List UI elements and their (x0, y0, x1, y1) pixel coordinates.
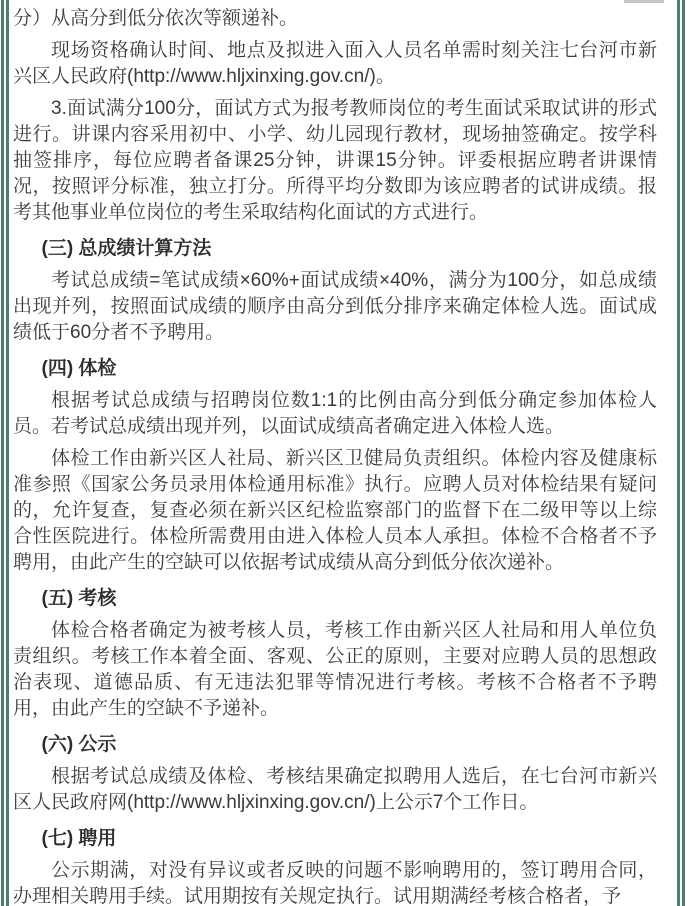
paragraph: 3.面试满分100分，面试方式为报考教师岗位的考生面试采取试讲的形式进行。讲课内容采用初中、小学、幼儿园现行教材，现场抽签确定。按学科抽签排序，每位应聘者备课25分钟，讲课15分钟。评委根据应聘者讲课情况，按照评分标准，独立打分。所得平均分数即为该应聘者的试讲成绩。报考其他事业单位岗位的考生采取结构化面试的方式进行。 (13, 98, 657, 223)
paragraph: 现场资格确认时间、地点及拟进入面入人员名单需时刻关注七台河市新兴区人民政府(http://www.hljxinxing.gov.cn/)。 (13, 40, 657, 87)
section-heading: (三) 总成绩计算方法 (41, 238, 212, 259)
section-heading: (七) 聘用 (41, 828, 117, 849)
section-heading: (五) 考核 (41, 588, 117, 609)
section-heading: (四) 体检 (41, 358, 117, 379)
article-frame (1, 0, 685, 906)
paragraph: 体检合格者确定为被考核人员，考核工作由新兴区人社局和用人单位负责组织。考核工作本着全面、客观、公正的原则，主要对应聘人员的思想政治表现、道德品质、有无违法犯罪等情况进行考核。考核不合格者不予聘用，由此产生的空缺不予递补。 (13, 620, 657, 719)
paragraph: 考试总成绩=笔试成绩×60%+面试成绩×40%，满分为100分，如总成绩出现并列，按照面试成绩的顺序由高分到低分排序来确定体检人选。面试成绩低于60分者不予聘用。 (13, 270, 657, 343)
section-heading: (六) 公示 (41, 734, 117, 755)
paragraph: 根据考试总成绩及体检、考核结果确定拟聘用人选后，在七台河市新兴区人民政府网(http://www.hljxinxing.gov.cn/)上公示7个工作日。 (13, 766, 657, 813)
paragraph: 体检工作由新兴区人社局、新兴区卫健局负责组织。体检内容及健康标准参照《国家公务员录用体检通用标准》执行。应聘人员对体检结果有疑问的，允许复查，复查必须在新兴区纪检监察部门的监督下在二级甲等以上综合性医院进行。体检所需费用由进入体检人员本人承担。体检不合格者不予聘用，由此产生的空缺可以依据考试成绩从高分到低分依次递补。 (13, 448, 657, 573)
paragraph: 公示期满，对没有异议或者反映的问题不影响聘用的，签订聘用合同，办理相关聘用手续。试用期按有关规定执行。试用期满经考核合格者，予 (13, 860, 657, 906)
paragraph: 根据考试总成绩与招聘岗位数1:1的比例由高分到低分确定参加体检人员。若考试总成绩出现并列，以面试成绩高者确定进入体检人选。 (13, 390, 657, 437)
paragraph: 分）从高分到低分依次等额递补。 (13, 8, 299, 29)
